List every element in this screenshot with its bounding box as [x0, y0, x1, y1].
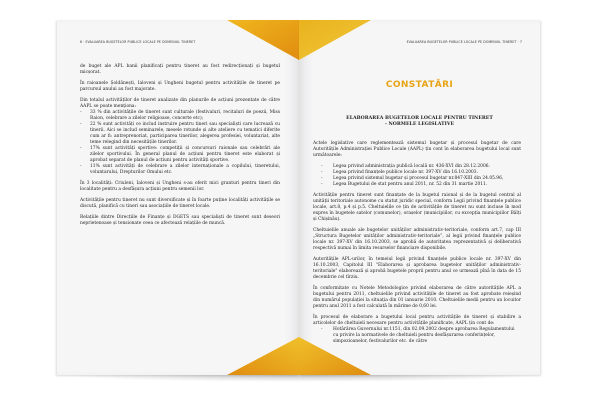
subtitle-line: ELABORAREA BUGETELOR LOCALE PENTRU TINERET — [346, 116, 493, 121]
list-item: - Legea privind finanțele publice locale nr. 397-XV din 16.10.2003. — [313, 170, 521, 176]
gold-triangle-top-left — [227, 20, 299, 60]
list-item: - 17% sunt activități sportive: competiții și concursuri raionale sau celebrări ale zilelor sportivului. În general planul de acțiuni pentru tineret este elaborat și aprobat separat de planul de acțiuni pentru activități sportive. — [80, 146, 280, 164]
running-header-left: 6 · EVALUAREA BUGETELOR PUBLICE LOCALE PE DOMENIUL TINERET — [80, 40, 196, 44]
paragraph: Relațiile dintre Direcțiile de Finanțe și DGETS sau specialiști de tineret sunt deseori neprietenoase și tensionate ceea ce afectează relațiile de muncă. — [80, 215, 280, 226]
paragraph: În raioanele Șoldănești, Ialoveni și Ungheni bugetul pentru activitățile de tineret pe parcursul anului au fost majorate. — [80, 81, 280, 92]
running-header-right: EVALUAREA BUGETELOR PUBLICE LOCALE PE DOMENIUL TINERET · 7 — [406, 40, 522, 44]
paragraph: Actele legislative care reglementează sistemul bugetar și procesul bugetar de care Autoritățile Administrației Publice Locale (AAPL) țin cont în elaborarea bugetului local sunt următoarele: — [313, 141, 521, 158]
paragraph: În procesul de elaborare a bugetului local pentru activitățile de tineret și stabilire a articolelor de cheltuieli necesare pentru activitățile planificate, AAPL țin cont de: — [313, 315, 521, 326]
right-page — [299, 20, 540, 375]
section-subtitle — [299, 116, 540, 128]
left-page — [57, 20, 299, 375]
list-item: - Legea privind sistemul bugetar și procesul bugetar nr.847-XIII din 24.05.96, — [313, 176, 521, 182]
activity-list — [80, 110, 280, 176]
regulation-list — [313, 327, 521, 345]
law-list — [313, 164, 521, 188]
gold-triangle-bottom-left — [227, 337, 299, 375]
paragraph: de buget ale APL banii planificați pentru tineret au fost redirecționați și bugetul micșorat. — [80, 64, 280, 75]
list-item: - 11% sunt activități de celebrare a zilelor internaționale a copilului, tineretului, voluntarului, Drepturilor Omului etc. — [80, 164, 280, 176]
paragraph: Cheltuielile anuale ale bugetelor unităților administrativ-teritoriale, conform art.7, cap III „Structura Bugetelor unităților administrativ-teritoriale”, al legii privind finanțele publice locale nr. 397-XV din 16.10.2003, se aprobă de autoritatea reprezentativă și deliberativă respectivă numai în limita resurselor financiare disponibile. — [313, 228, 521, 251]
paragraph: În conformitate cu Notele Metodologice privind elaborarea de către autoritățile APL a bugetului pentru 2011, cheltuielile privind activitățile de tineret au fost aprobate reieșind din numărul populației la situația din 01 ianuarie 2010. Cheltuielile medii pentru un locuitor pentru anul 2011 a fost calculată în mărime de 0,60 lei. — [313, 286, 521, 309]
list-item: - 33 % din activitățile de tineret sunt culturale (festivaluri, recitaluri de poezii, Miss Raion, celebrare a zilelor religioase, concerte etc); — [80, 110, 280, 122]
paragraph: În 3 localități: Criuleni, Ialoveni și Ungheni s-au oferit mici granturi pentru tineri din localitate pentru a desfășura acțiuni pentru semenii lor. — [80, 181, 280, 192]
paragraph: Din totalul activităților de tineret analizate din planurile de acțiuni prezentate de către AAPL se poate menționa: — [80, 98, 280, 109]
subtitle-line: - NORMELE LEGISLATIVE — [384, 122, 455, 127]
paragraph: Autoritățile APL-urilor, în temeiul legii privind finanțele publice locale nr. 397-XV din 16.10.2003, Capitolul III "Elaborarea și aprobarea bugetelor unităților administrativ-teritoriale" elaborează și aprobă bugetele proprii pentru anul ce urmează pînă în data de 15 decembrie cel tîrziu. — [313, 257, 521, 280]
paragraph: Activitățile pentru tineret nu sunt diversificate și în foarte puține localități activitățile se discută, planifică cu tineri sau asociațiile de tineret locale. — [80, 198, 280, 209]
list-item: - Hotărârea Guvernului nr.1151, din 02.09.2002 despre aprobarea Regulamentului cu privire la normativele de cheltuieli pentru desfășurarea conferințelor, simpozioanelor, festivalurilor etc. de către — [313, 327, 521, 345]
left-body-text — [80, 64, 280, 232]
list-item: - Legea Bugetului de stat pentru anul 2011, nr. 52 din 31 martie 2011. — [313, 182, 521, 188]
list-item: - Legea privind administrația publică locală nr. 436-XVI din 28.12.2006. — [313, 164, 521, 170]
list-item: - 22 % sunt activități ce includ instruire pentru tineri sau specialiști care lucrează cu tinerii. Aici se includ seminarele, mesele rotunde și alte ateliere cu tematici diferite cum ar fi: antreprenoriat, participarea tinerilor, alegerea profesiei, voluntariat, alte teme relegind din necesitățile tinerilor. — [80, 122, 280, 146]
right-body-text — [313, 141, 521, 350]
page-title: CONSTATĂRI — [385, 80, 454, 90]
open-booklet — [57, 20, 540, 375]
gold-triangle-top-right — [299, 20, 371, 60]
paragraph: Activitățile pentru tineret sunt finanțate de la bugetul raional și de la bugetul central al unității teritoriale autonome cu statut juridic special, conform Legii privind finanțele publice locale, art.8, p.4 și p.5. Cheltuielile ce țin de activitățile de tineret nu sunt incluse în mod expres în bugetele satelor (comunelor), orașelor (municipiilor, cu excepția municipiilor Bălți și Chișinău). — [313, 193, 521, 222]
